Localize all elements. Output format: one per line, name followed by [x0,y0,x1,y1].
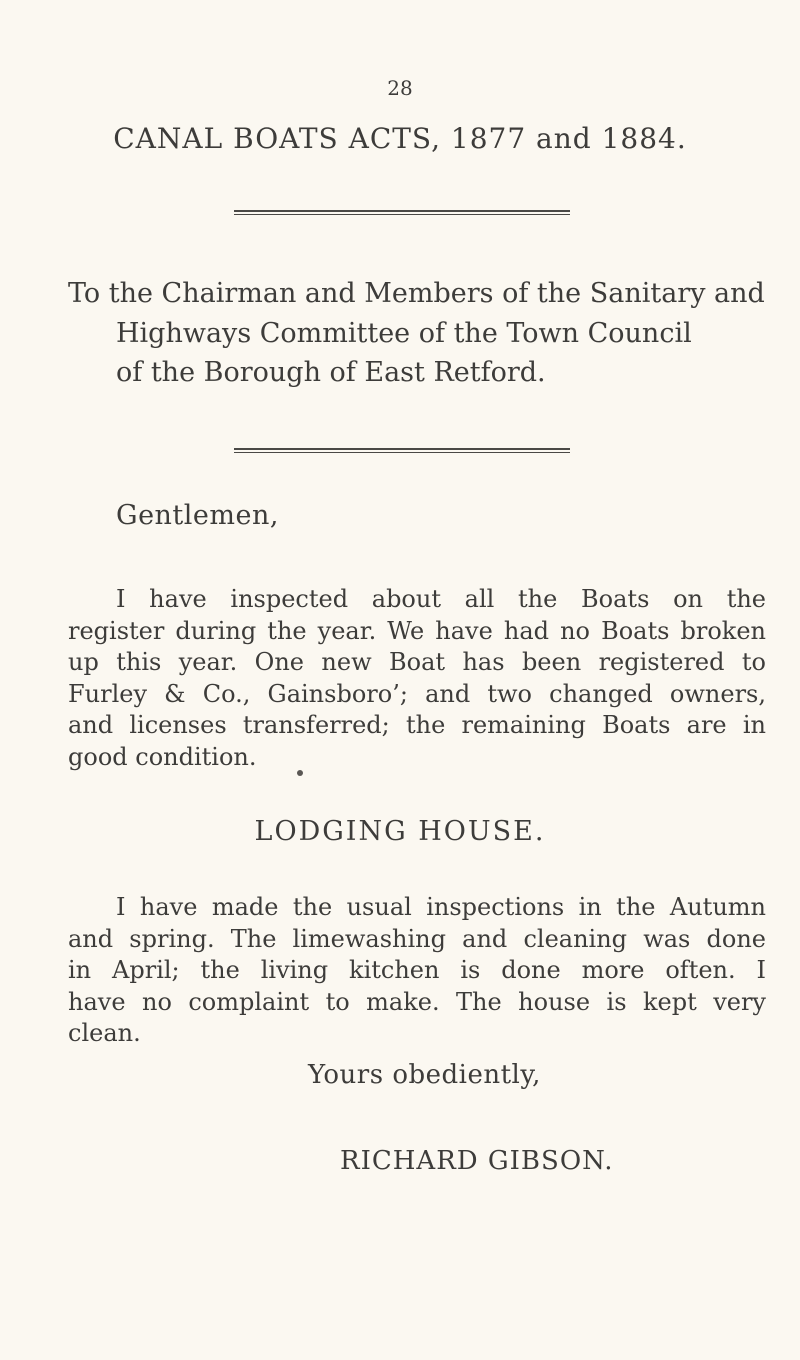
divider-rule [234,452,570,453]
closing: Yours obediently, [308,1060,541,1090]
paragraph-line: up this year. One new Boat has been registered to [68,648,766,676]
canal-boats-paragraph [68,584,766,773]
salutation: Gentlemen, [116,500,279,531]
paragraph-line: clean. [68,1019,141,1047]
divider-rule [234,210,570,212]
lodging-house-paragraph [68,892,766,1050]
paragraph-line: I have inspected about all the Boats on the [116,585,766,613]
address-line: of the Borough of East Retford. [116,357,546,388]
section-heading: LODGING HOUSE. [254,816,546,847]
divider-rule [234,448,570,450]
paragraph-line: Furley & Co., Gainsboro’; and two changed owners, [68,679,766,708]
paragraph-line: good condition. [68,742,257,771]
paragraph-line: and licenses transferred; the remaining Boats are in [68,711,766,739]
address-block [68,274,768,393]
signature: RICHARD GIBSON. [340,1146,614,1176]
address-line: Highways Committee of the Town Council [116,317,692,349]
paragraph-line: have no complaint to make. The house is kept very [68,987,766,1016]
ink-speck [297,770,303,776]
address-line: To the Chairman and Members of the Sanitary and [68,278,765,309]
page-title: CANAL BOATS ACTS, 1877 and 1884. [113,122,687,155]
divider-rule [234,214,570,215]
paragraph-line: I have made the usual inspections in the Autumn [116,893,766,921]
paragraph-line: in April; the living kitchen is done more often. I [68,956,766,984]
page-number: 28 [387,76,413,100]
paragraph-line: register during the year. We have had no Boats broken [68,616,766,645]
paragraph-line: and spring. The limewashing and cleaning was done [68,924,766,953]
